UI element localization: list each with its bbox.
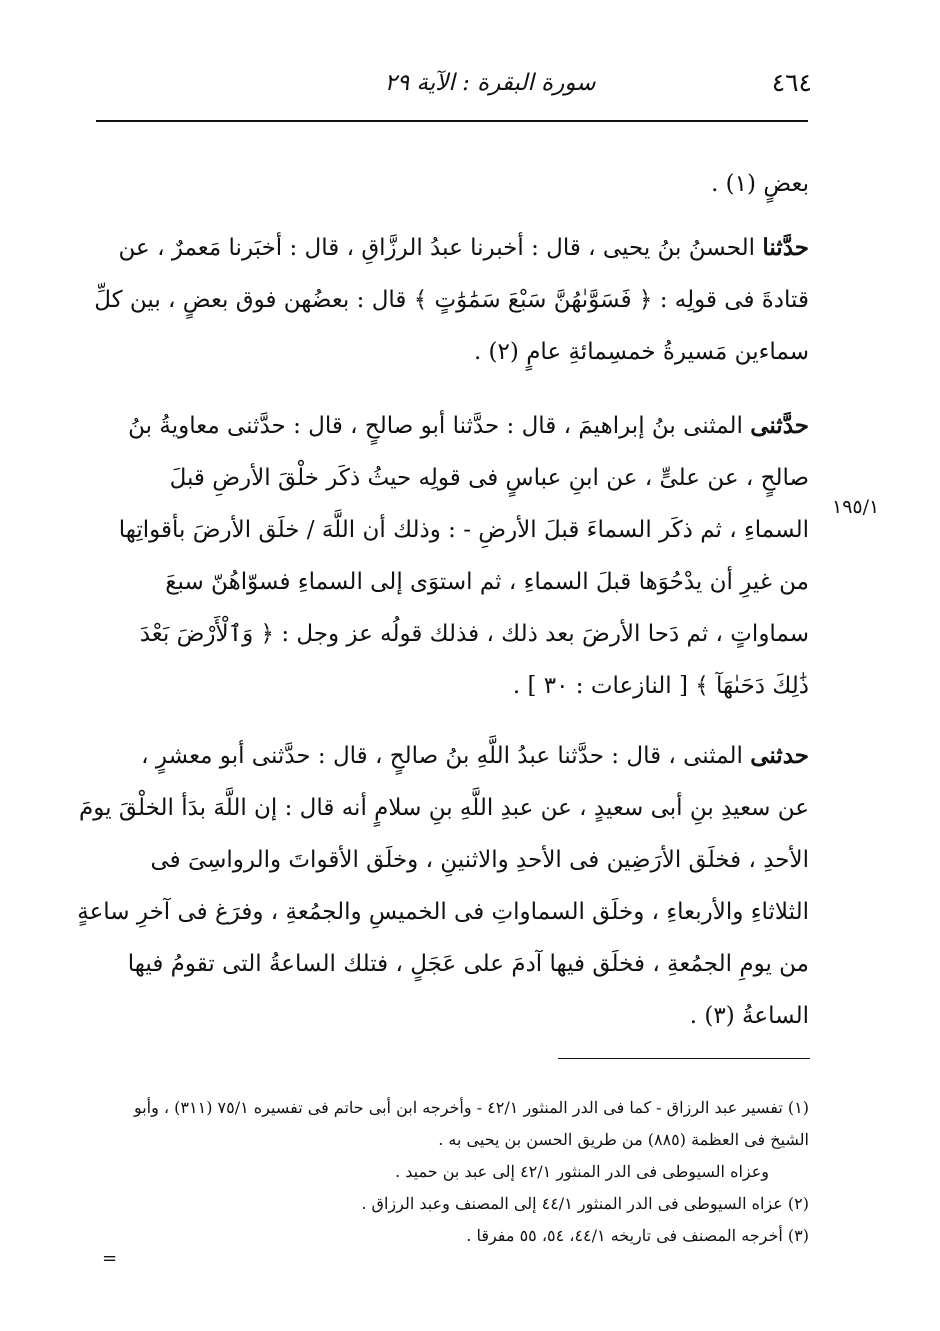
paragraph-3 <box>97 400 809 712</box>
text-line: من غيرِ أن يدْحُوَها قبلَ السماءِ ، ثم استوَى إلى السماءِ فسوّاهُنّ سبعَ <box>165 569 809 595</box>
footnote-line: (١) تفسير عبد الرزاق - كما فى الدر المنثور ٤٢/١ - وأخرجه ابن أبى حاتم فى تفسيره ٧٥/١ (٣١١) ، وأبو <box>133 1098 809 1117</box>
footnote-line: الشيخ فى العظمة (٨٨٥) من طريق الحسن بن يحيى به . <box>438 1130 809 1149</box>
header-rule <box>96 120 808 122</box>
footnote-rule <box>558 1058 810 1059</box>
paragraph-4 <box>77 730 809 1042</box>
footnotes <box>97 1092 809 1252</box>
text-line: عن سعيدِ بنِ أبى سعيدٍ ، عن عبدِ اللَّهِ بنِ سلامٍ أنه قال : إن اللَّهَ بدَأ الخلْقَ يومَ <box>79 795 809 821</box>
narration-lead-word: حدَّثنى <box>750 412 809 439</box>
text-line: قتادةَ فى قولِه : ﴿ فَسَوَّىٰهُنَّ سَبْعَ سَمَٰوَٰتٍ ﴾ قال : بعضُهن فوق بعضٍ ، بين كلِّ <box>94 287 809 313</box>
paragraph-1 <box>97 158 809 210</box>
text-line: سماواتٍ ، ثم دَحا الأرضَ بعد ذلك ، فذلك قولُه عز وجل : ﴿ وَٱلْأَرْضَ بَعْدَ <box>139 621 809 647</box>
text-line: حدثنى المثنى ، قال : حدَّثنا عبدُ اللَّهِ بنُ صالحٍ ، قال : حدَّثنى أبو معشرٍ ، <box>141 742 809 769</box>
text-line: بعضٍ (١) . <box>711 171 809 197</box>
footnote-line: (٣) أخرجه المصنف فى تاريخه ٤٤/١، ٥٤، ٥٥ مفرقا . <box>466 1226 809 1245</box>
text-line: الثلاثاءِ والأربعاءِ ، وخلَق السماواتِ فى الخميسِ والجمُعةِ ، وفرَغ فى آخرِ ساعةٍ <box>77 899 809 925</box>
text-line: سماءين مَسيرةُ خمسِمائةِ عامٍ (٢) . <box>473 339 809 365</box>
narration-lead-word: حدثنى <box>750 742 809 769</box>
narration-lead-word: حدَّثنا <box>762 234 809 261</box>
text-line: من يومِ الجمُعةِ ، فخلَق فيها آدمَ على عَجَلٍ ، فتلك الساعةُ التى تقومُ فيها <box>127 951 809 977</box>
page-number: ٤٦٤ <box>771 68 812 97</box>
text-line: صالحٍ ، عن علىٍّ ، عن ابنِ عباسٍ فى قولِه حيثُ ذكَر خلْقَ الأرضِ قبلَ <box>169 465 809 491</box>
continuation-mark: = <box>102 1248 118 1269</box>
margin-reference: ١٩٥/١ <box>832 496 880 518</box>
paragraph-2 <box>94 222 809 378</box>
main-text <box>77 150 809 1042</box>
running-title: سورة البقرة : الآية ٢٩ <box>384 70 596 96</box>
text-line: حدَّثنا الحسنُ بنُ يحيى ، قال : أخبرنا عبدُ الرزَّاقِ ، قال : أخبَرنا مَعمرٌ ، عن <box>118 234 809 261</box>
footnote-line: (٢) عزاه السيوطى فى الدر المنثور ٤٤/١ إلى المصنف وعبد الرزاق . <box>361 1194 809 1213</box>
text-line: حدَّثنى المثنى بنُ إبراهيمَ ، قال : حدَّثنا أبو صالحٍ ، قال : حدَّثنى معاويةُ بنُ <box>128 412 809 439</box>
text-line: السماءِ ، ثم ذكَر السماءَ قبلَ الأرضِ - : وذلك أن اللَّهَ / خلَق الأرضَ بأقواتِها <box>118 517 809 543</box>
text-line: الساعةُ (٣) . <box>689 1003 809 1029</box>
text-line: الأحدِ ، فخلَق الأرَضِين فى الأحدِ والاثنينِ ، وخلَق الأقواتَ والرواسِىَ فى <box>150 847 809 873</box>
footnote-line: وعزاه السيوطى فى الدر المنثور ٤٢/١ إلى عبد بن حميد . <box>395 1162 769 1181</box>
text-line: ذَٰلِكَ دَحَىٰهَآ ﴾ [ النازعات : ٣٠ ] . <box>512 673 809 699</box>
